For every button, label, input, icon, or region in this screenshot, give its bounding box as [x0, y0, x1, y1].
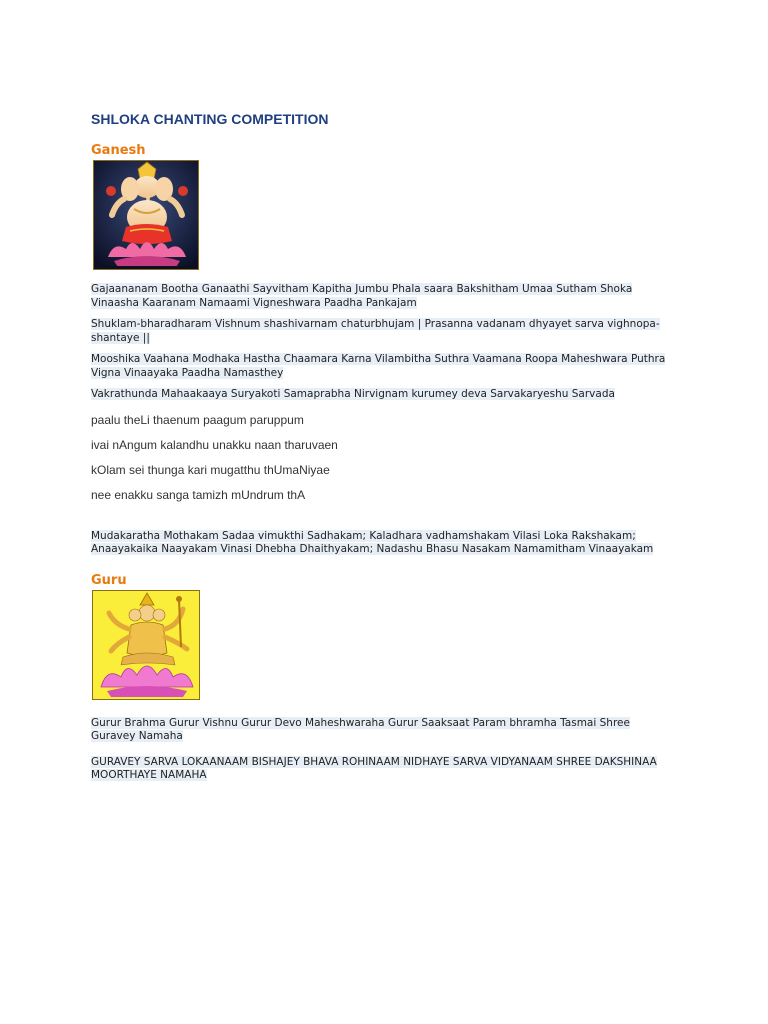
tamil-line-4: nee enakku sanga tamizh mUndrum thA	[91, 487, 306, 502]
tamil-line-3: kOlam sei thunga kari mugatthu thUmaNiyae	[91, 462, 330, 477]
section-heading-ganesh: Ganesh	[91, 143, 146, 158]
tamil-line-1: paalu theLi thaenum paagum paruppum	[91, 412, 304, 427]
ganesh-verse-2: Shuklam-bharadharam Vishnum shashivarnam chaturbhujam | Prasanna vadanam dhyayet sarva vighnopa-shantaye ||	[91, 318, 660, 344]
ganesh-image	[93, 160, 199, 270]
guru-image	[92, 590, 200, 700]
guru-picture	[93, 591, 200, 700]
section-heading-guru: Guru	[91, 572, 127, 588]
document-page	[91, 110, 671, 783]
tamil-line-2: ivai nAngum kalandhu unakku naan tharuvaen	[91, 437, 338, 452]
ganesh-verse-1: Gajaananam Bootha Ganaathi Sayvitham Kapitha Jumbu Phala saara Bakshitham Umaa Sutham Shoka Vinaasha Kaaranam Namaami Vigneshwara Paadha Pankajam	[91, 283, 633, 309]
ganesh-verse-3: Mooshika Vaahana Modhaka Hastha Chaamara Karna Vilambitha Suthra Vaamana Roopa Maheshwara Puthra Vigna Vinaayaka Paadha Namasthey	[91, 353, 666, 379]
document-title: SHLOKA CHANTING COMPETITION	[91, 111, 329, 127]
ganesh-picture	[94, 161, 199, 270]
guru-verse-1: Gurur Brahma Gurur Vishnu Gurur Devo Maheshwaraha Gurur Saaksaat Param bhramha Tasmai Shree Guravey Namaha	[91, 716, 630, 742]
ganesh-closing-verse: Mudakaratha Mothakam Sadaa vimukthi Sadhakam; Kaladhara vadhamshakam Vilasi Loka Rakshakam; Anaayakaika Naayakam Vinasi Dhebha Dhaithyakam; Nadashu Bhasu Nasakam Namamitham Vinaayakam	[91, 529, 654, 555]
ganesh-verse-4: Vakrathunda Mahaakaaya Suryakoti Samaprabha Nirvignam kurumey deva Sarvakaryeshu Sarvada	[91, 388, 615, 400]
guru-verse-2: GURAVEY SARVA LOKAANAAM BISHAJEY BHAVA ROHINAAM NIDHAYE SARVA VIDYANAAM SHREE DAKSHINAA MOORTHAYE NAMAHA	[91, 755, 657, 781]
